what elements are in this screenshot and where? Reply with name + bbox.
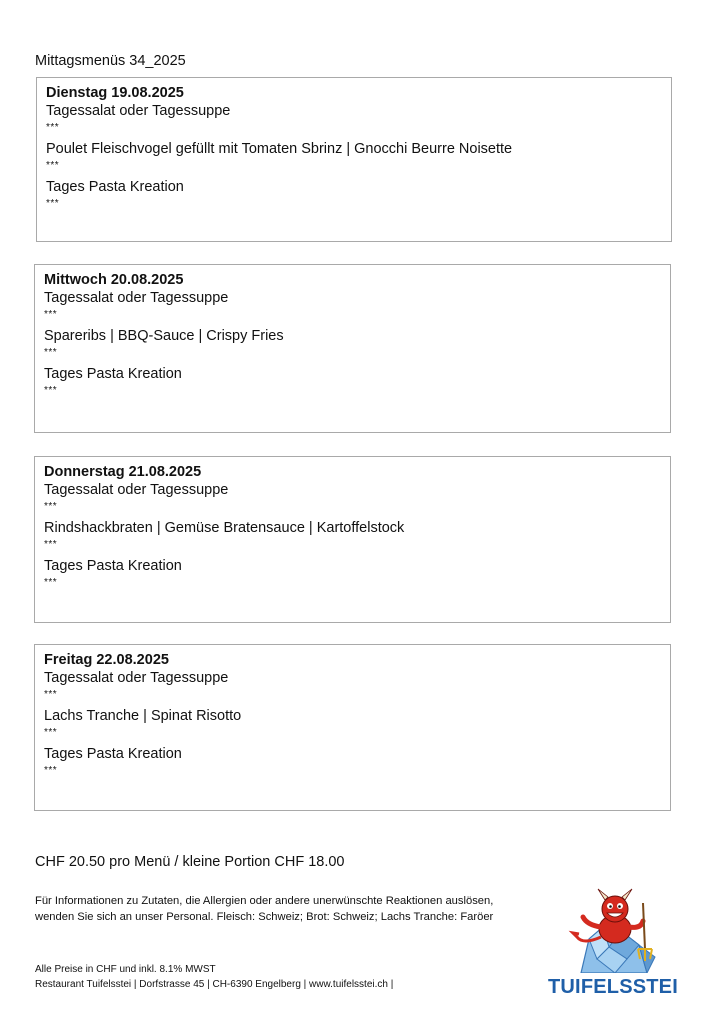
separator: ***: [44, 347, 58, 358]
page-title: Mittagsmenüs 34_2025: [35, 53, 186, 69]
menu-day-friday: [34, 644, 671, 811]
separator: ***: [44, 765, 58, 776]
separator: ***: [44, 577, 58, 588]
main-course-line: Lachs Tranche | Spinat Risotto: [44, 708, 242, 724]
starter-line: Tagessalat oder Tagessuppe: [44, 482, 229, 498]
pasta-line: Tages Pasta Kreation: [44, 366, 182, 382]
pasta-line: Tages Pasta Kreation: [46, 179, 184, 195]
separator: ***: [44, 539, 58, 550]
price-line: CHF 20.50 pro Menü / kleine Portion CHF 18.00: [35, 854, 345, 870]
pasta-line: Tages Pasta Kreation: [44, 746, 182, 762]
day-title: Dienstag 19.08.2025: [46, 85, 184, 101]
separator: ***: [44, 501, 58, 512]
separator: ***: [46, 122, 60, 133]
pasta-line: Tages Pasta Kreation: [44, 558, 182, 574]
day-title: Donnerstag 21.08.2025: [44, 464, 202, 480]
separator: ***: [46, 160, 60, 171]
restaurant-address: Restaurant Tuifelsstei | Dorfstrasse 45 | CH-6390 Engelberg | www.tuifelsstei.ch |: [35, 979, 394, 990]
separator: ***: [44, 727, 58, 738]
footer: [35, 962, 393, 992]
tuifelsstei-logo: [543, 887, 683, 999]
separator: ***: [44, 689, 58, 700]
starter-line: Tagessalat oder Tagessuppe: [44, 670, 229, 686]
vat-note: Alle Preise in CHF und inkl. 8.1% MWST: [35, 964, 216, 975]
devil-on-crystal-rock-logo-icon: [543, 887, 683, 973]
starter-line: Tagessalat oder Tagessuppe: [46, 103, 231, 119]
allergen-info-line: Für Informationen zu Zutaten, die Allergien oder andere unerwünschte Reaktionen auslösen,: [35, 895, 494, 907]
main-course-line: Rindshackbraten | Gemüse Bratensauce | Kartoffelstock: [44, 520, 405, 536]
allergen-info: [35, 893, 555, 925]
separator: ***: [44, 309, 58, 320]
main-course-line: Spareribs | BBQ-Sauce | Crispy Fries: [44, 328, 284, 344]
menu-day-wednesday: [34, 264, 671, 433]
starter-line: Tagessalat oder Tagessuppe: [44, 290, 229, 306]
separator: ***: [46, 198, 60, 209]
allergen-info-line: wenden Sie sich an unser Personal. Fleisch: Schweiz; Brot: Schweiz; Lachs Tranche: Faröer: [35, 911, 494, 923]
main-course-line: Poulet Fleischvogel gefüllt mit Tomaten Sbrinz | Gnocchi Beurre Noisette: [46, 141, 513, 157]
day-title: Mittwoch 20.08.2025: [44, 272, 184, 288]
logo-text: TUIFELSSTEI: [548, 976, 678, 998]
separator: ***: [44, 385, 58, 396]
menu-day-thursday: [34, 456, 671, 623]
day-title: Freitag 22.08.2025: [44, 652, 169, 668]
menu-day-tuesday: [36, 77, 672, 242]
